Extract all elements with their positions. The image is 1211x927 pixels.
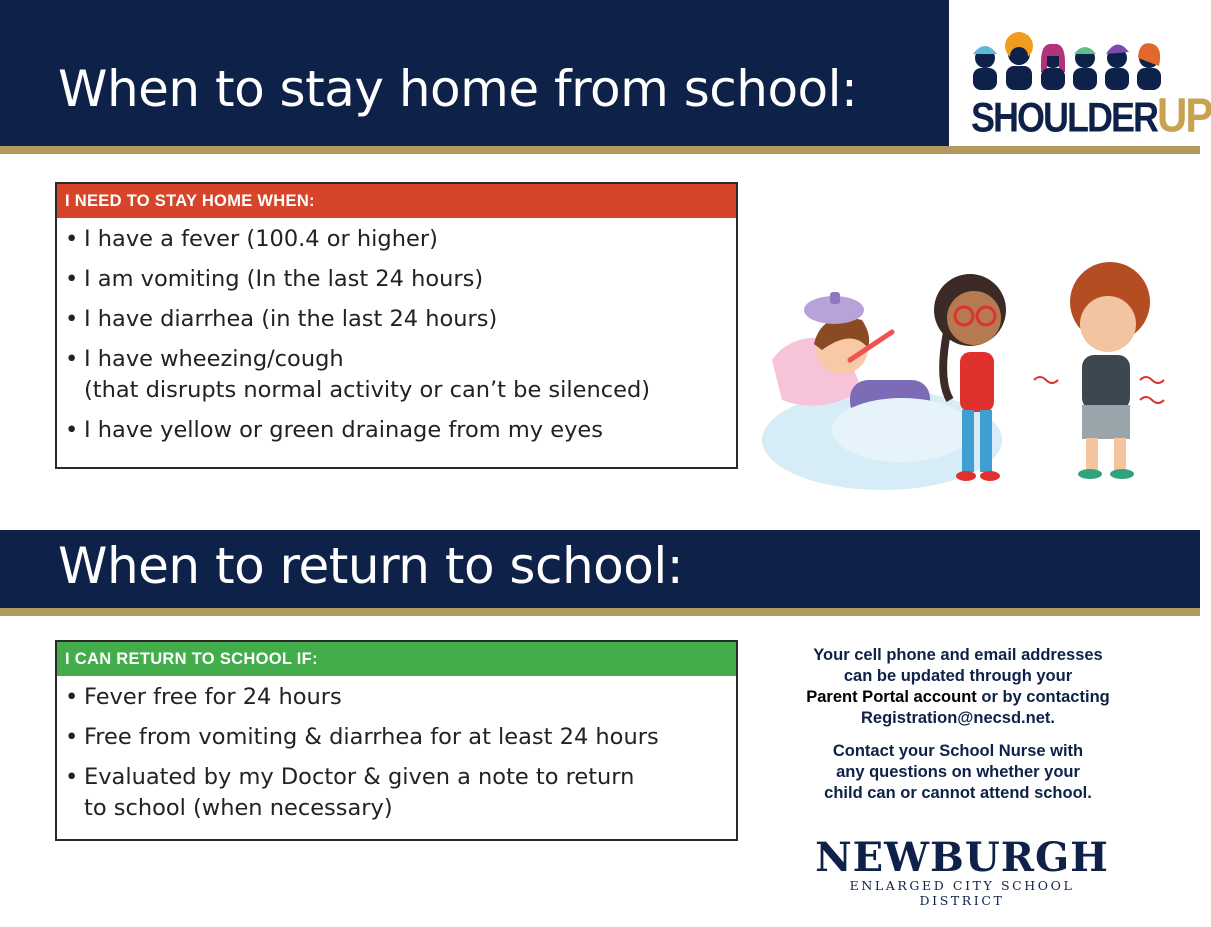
bullet: • xyxy=(65,764,79,790)
list-item-subtext: (that disrupts normal activity or can’t be silenced) xyxy=(84,377,651,403)
gold-divider xyxy=(0,608,1200,616)
list-item xyxy=(65,304,736,335)
nurse-contact-paragraph xyxy=(748,741,1168,804)
bullet: • xyxy=(65,306,79,332)
bullet: • xyxy=(65,724,79,750)
bullet: • xyxy=(65,266,79,292)
page-title: When to stay home from school: xyxy=(58,60,858,118)
stay-home-box xyxy=(55,182,738,469)
info-line: child can or cannot attend school. xyxy=(824,784,1092,802)
list-item-text: Fever free for 24 hours xyxy=(84,684,342,710)
return-box xyxy=(55,640,738,841)
list-item-text: Evaluated by my Doctor & given a note to return xyxy=(84,764,635,790)
section-title: When to return to school: xyxy=(58,537,684,595)
list-item xyxy=(65,682,736,713)
gold-divider xyxy=(0,146,1200,154)
info-line: or by contacting xyxy=(976,688,1110,706)
list-item xyxy=(65,224,736,255)
list-item xyxy=(65,722,736,753)
info-line: can be updated through your xyxy=(843,667,1073,685)
contact-update-paragraph xyxy=(748,645,1168,729)
people-heads-icon xyxy=(969,32,1179,92)
stay-home-list xyxy=(57,218,736,446)
stay-home-heading: I NEED TO STAY HOME WHEN: xyxy=(57,184,736,218)
bullet: • xyxy=(65,684,79,710)
logo-wordmark xyxy=(971,88,1211,143)
info-line: Contact your School Nurse with xyxy=(832,742,1084,760)
district-name: NEWBURGH xyxy=(815,834,1109,881)
list-item-text: I have diarrhea (in the last 24 hours) xyxy=(84,306,498,332)
list-item xyxy=(65,264,736,295)
sick-children-illustration xyxy=(752,240,1172,500)
return-heading: I CAN RETURN TO SCHOOL IF: xyxy=(57,642,736,676)
list-item xyxy=(65,344,736,406)
list-item-text: I have yellow or green drainage from my eyes xyxy=(84,417,603,443)
district-logo xyxy=(806,836,1118,908)
bullet: • xyxy=(65,346,79,372)
logo-word-shoulder: SHOULDER xyxy=(971,93,1158,141)
parent-portal-link[interactable]: Parent Portal account xyxy=(806,688,977,706)
list-item xyxy=(65,762,736,824)
bullet: • xyxy=(65,226,79,252)
info-line: any questions on whether your xyxy=(836,763,1080,781)
shoulder-up-logo xyxy=(949,0,1211,146)
list-item-text: I have wheezing/cough xyxy=(84,346,344,372)
contact-info xyxy=(748,645,1168,816)
list-item-text: Free from vomiting & diarrhea for at least 24 hours xyxy=(84,724,659,750)
district-subtitle: ENLARGED CITY SCHOOL DISTRICT xyxy=(849,878,1075,908)
registration-email[interactable]: Registration@necsd.net. xyxy=(861,709,1055,727)
list-item-subtext: to school (when necessary) xyxy=(84,795,393,821)
list-item-text: I am vomiting (In the last 24 hours) xyxy=(84,266,484,292)
list-item xyxy=(65,415,736,446)
logo-word-up: UP xyxy=(1157,88,1211,143)
list-item-text: I have a fever (100.4 or higher) xyxy=(84,226,438,252)
info-line: Your cell phone and email addresses xyxy=(813,646,1103,664)
bullet: • xyxy=(65,417,79,443)
return-list xyxy=(57,676,736,824)
